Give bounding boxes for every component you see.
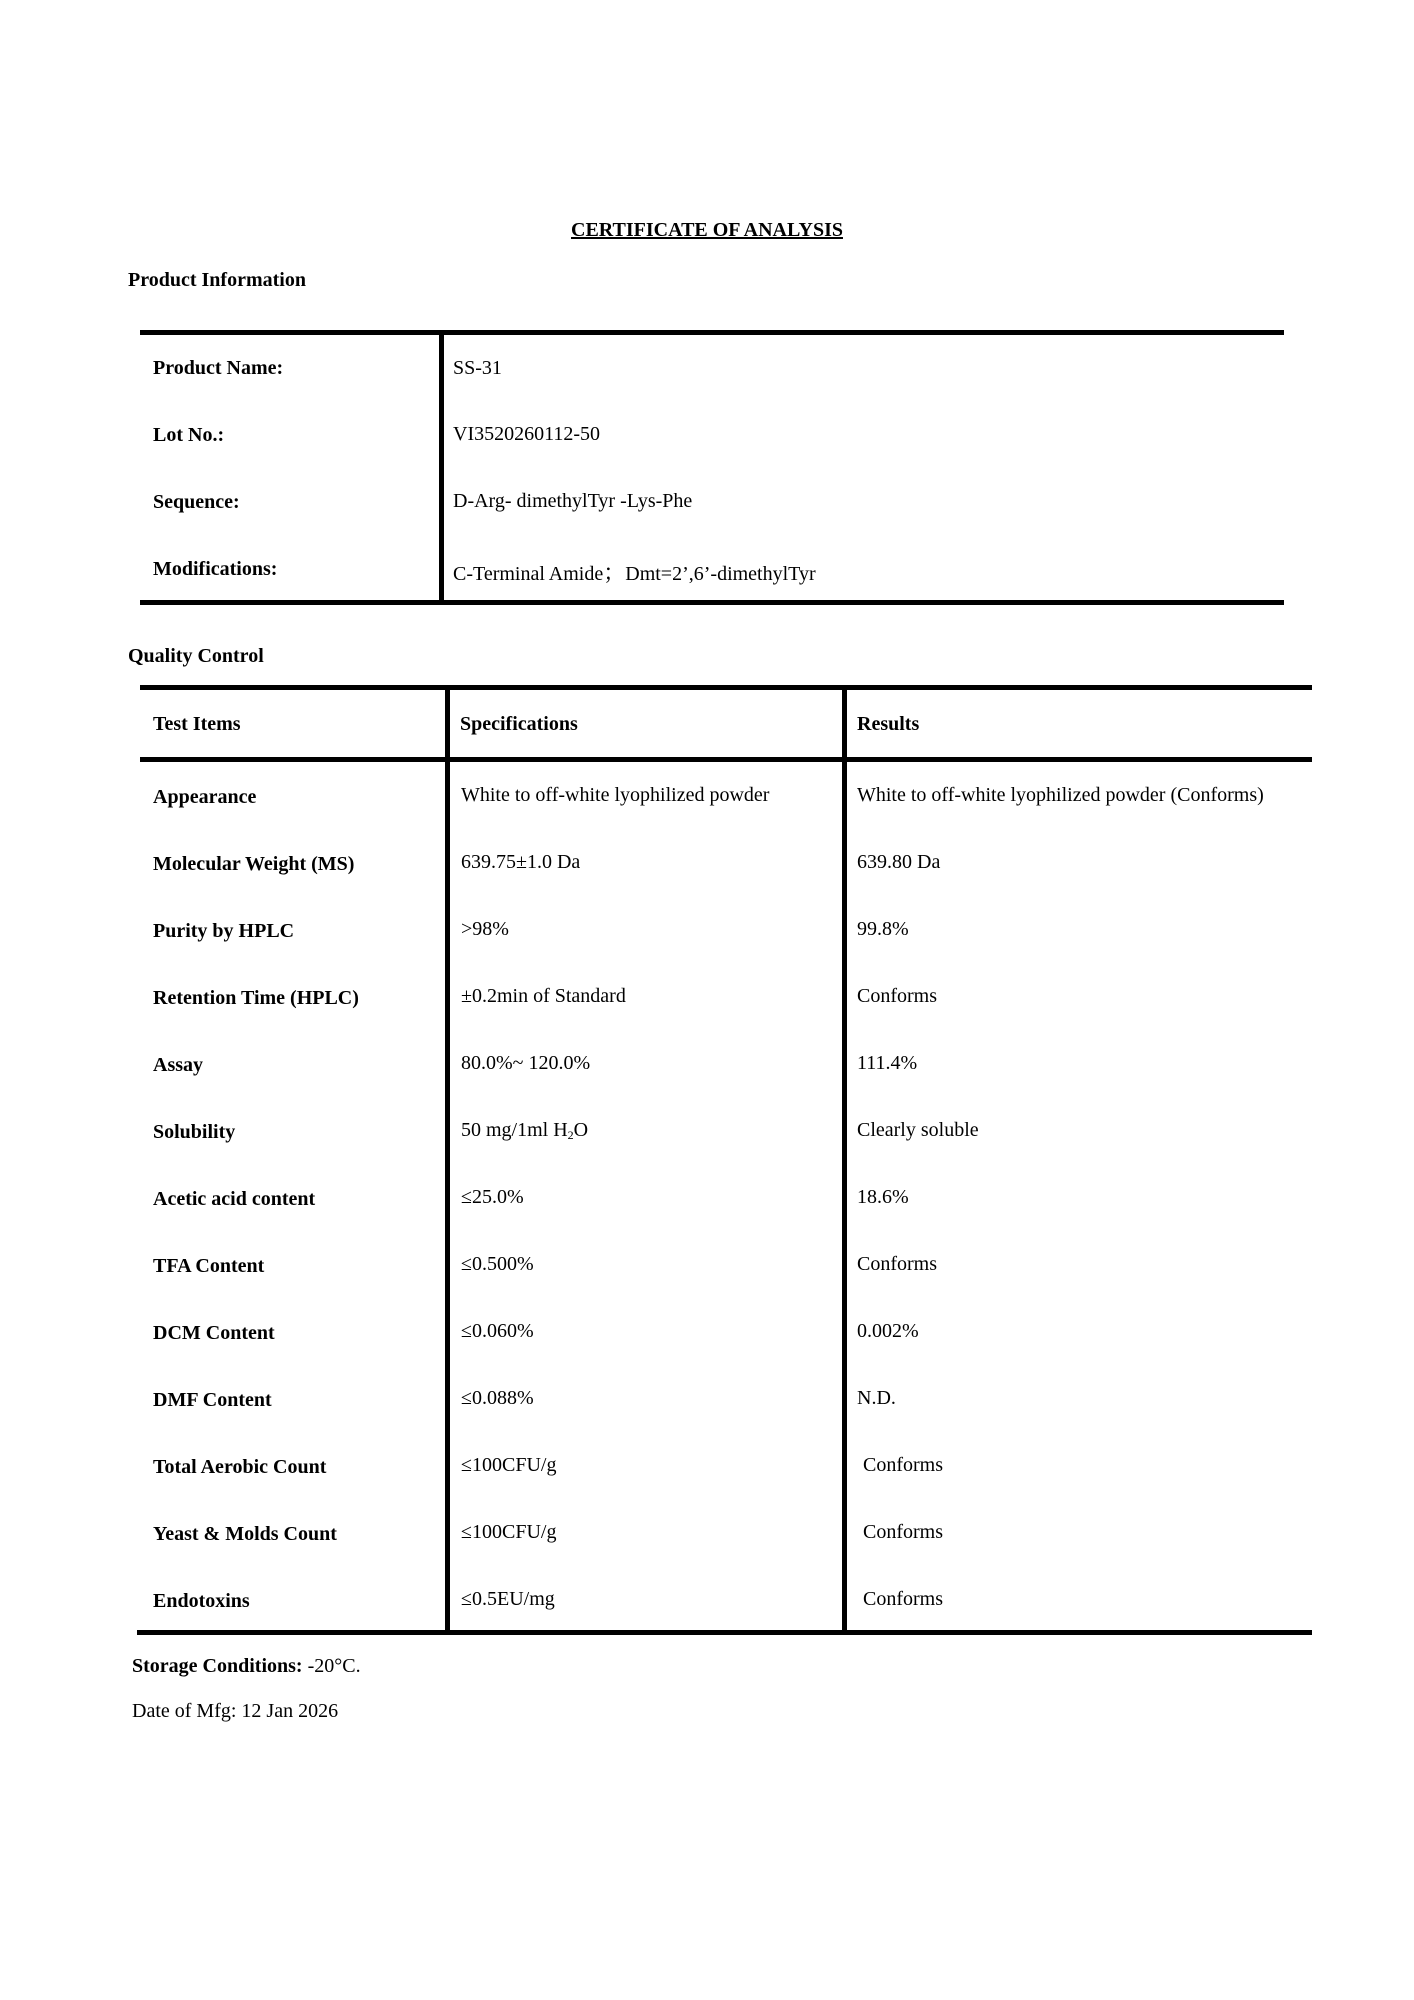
storage-conditions — [132, 1655, 361, 1678]
spec-appearance: White to off-white lyophilized powder — [461, 784, 770, 806]
spec-endotoxins: ≤0.5EU/mg — [461, 1588, 555, 1610]
test-item-dcm: DCM Content — [153, 1322, 275, 1344]
storage-conditions-label: Storage Conditions: — [132, 1655, 303, 1677]
product-name-label: Product Name: — [153, 357, 284, 379]
spec-dcm: ≤0.060% — [461, 1320, 534, 1342]
spec-yeast-molds: ≤100CFU/g — [461, 1521, 557, 1543]
modifications-value-b: Dmt=2’,6’-dimethylTyr — [625, 563, 816, 585]
result-solubility: Clearly soluble — [857, 1119, 979, 1141]
test-item-retention-time: Retention Time (HPLC) — [153, 987, 359, 1009]
modifications-label: Modifications: — [153, 558, 278, 580]
lot-number-value: VI3520260112-50 — [453, 423, 601, 445]
spec-purity: >98% — [461, 918, 509, 940]
test-item-endotoxins: Endotoxins — [153, 1590, 250, 1612]
test-item-acetic-acid: Acetic acid content — [153, 1188, 316, 1210]
qc-rule-top — [140, 685, 1312, 690]
spec-solubility-subscript: 2 — [567, 1128, 574, 1142]
modifications-value-a: C-Terminal Amide — [453, 563, 604, 585]
table-rule-bottom — [140, 600, 1284, 605]
spec-assay: 80.0%~ 120.0% — [461, 1052, 591, 1074]
header-results: Results — [857, 713, 920, 735]
lot-number-label: Lot No.: — [153, 424, 225, 446]
modifications-separator: ； — [603, 561, 626, 586]
spec-tfa: ≤0.500% — [461, 1253, 534, 1275]
qc-column-divider-2 — [842, 685, 847, 1635]
qc-rule-header — [140, 757, 1312, 762]
table-column-divider — [439, 330, 444, 605]
test-item-total-aerobic: Total Aerobic Count — [153, 1456, 327, 1478]
storage-conditions-value: -20°C. — [307, 1655, 361, 1677]
spec-retention-time: ±0.2min of Standard — [461, 985, 626, 1007]
result-tfa: Conforms — [857, 1253, 937, 1275]
table-rule-top — [140, 330, 1284, 335]
qc-rule-bottom — [137, 1630, 1312, 1635]
result-endotoxins: Conforms — [863, 1588, 943, 1610]
spec-dmf: ≤0.088% — [461, 1387, 534, 1409]
result-assay: 111.4% — [857, 1052, 918, 1074]
test-item-molecular-weight: Molecular Weight (MS) — [153, 853, 355, 875]
manufacture-date: Date of Mfg: 12 Jan 2026 — [132, 1700, 339, 1722]
result-acetic-acid: 18.6% — [857, 1186, 909, 1208]
test-item-tfa: TFA Content — [153, 1255, 265, 1277]
test-item-assay: Assay — [153, 1054, 204, 1076]
quality-control-heading: Quality Control — [128, 645, 264, 667]
test-item-purity: Purity by HPLC — [153, 920, 295, 942]
result-purity: 99.8% — [857, 918, 909, 940]
header-specifications: Specifications — [460, 713, 578, 735]
result-yeast-molds: Conforms — [863, 1521, 943, 1543]
test-item-yeast-molds: Yeast & Molds Count — [153, 1523, 337, 1545]
product-name-value: SS-31 — [453, 357, 502, 379]
modifications-value — [453, 556, 816, 587]
spec-solubility-tail: O — [573, 1119, 589, 1141]
spec-solubility-main: 50 mg/1ml H — [461, 1119, 568, 1141]
result-appearance: White to off-white lyophilized powder (Conforms) — [857, 784, 1264, 806]
test-item-dmf: DMF Content — [153, 1389, 272, 1411]
sequence-label: Sequence: — [153, 491, 240, 513]
product-info-heading: Product Information — [128, 269, 306, 291]
spec-acetic-acid: ≤25.0% — [461, 1186, 524, 1208]
spec-solubility — [461, 1119, 588, 1142]
result-dcm: 0.002% — [857, 1320, 919, 1342]
qc-column-divider-1 — [445, 685, 450, 1635]
spec-total-aerobic: ≤100CFU/g — [461, 1454, 557, 1476]
document-title: CERTIFICATE OF ANALYSIS — [571, 219, 843, 241]
test-item-solubility: Solubility — [153, 1121, 236, 1143]
result-dmf: N.D. — [857, 1387, 896, 1409]
header-test-items: Test Items — [153, 713, 241, 735]
result-total-aerobic: Conforms — [863, 1454, 943, 1476]
sequence-value: D-Arg- dimethylTyr -Lys-Phe — [453, 490, 693, 512]
spec-molecular-weight: 639.75±1.0 Da — [461, 851, 581, 873]
test-item-appearance: Appearance — [153, 786, 257, 808]
result-retention-time: Conforms — [857, 985, 937, 1007]
result-molecular-weight: 639.80 Da — [857, 851, 941, 873]
